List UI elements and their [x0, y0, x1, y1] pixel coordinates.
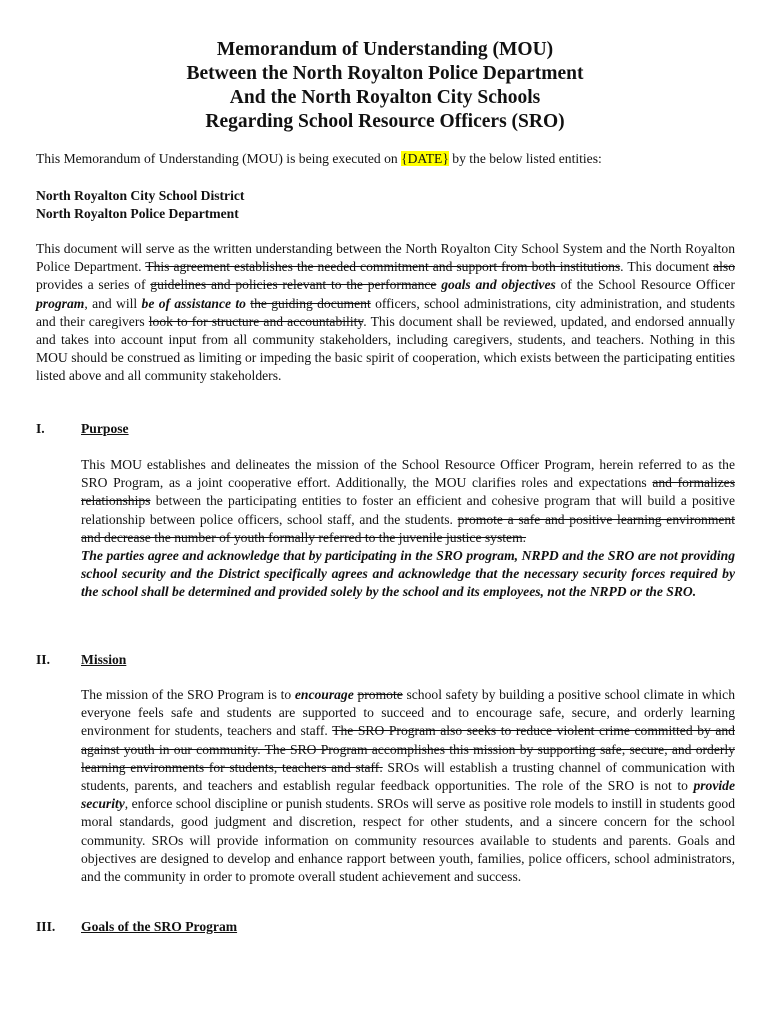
- date-placeholder: {DATE}: [401, 151, 449, 166]
- section-number: II.: [36, 652, 50, 667]
- purpose-disclaimer: The parties agree and acknowledge that by participating in the SRO program, NRPD and the SRO are not providing school security and the District specifically agrees and acknowledge that the necessary security forces required by the school shall be determined and provided solely by the school and its employees, not the NRPD or the SRO.: [81, 548, 735, 600]
- section-title: Goals of the SRO Program: [81, 919, 238, 934]
- title-line-4: Regarding School Resource Officers (SRO): [205, 111, 565, 132]
- mission-paragraph: The mission of the SRO Program is to encourage promote school safety by building a positive school climate in which everyone feels safe and students are supported to succeed and to encourage safe, secure, and orderly learning environment for students, teachers and staff. The SRO Program also seeks to reduce violent crime committed by and against youth in our community. The SRO Program accomplishes this mission by supporting safe, secure, and orderly learning environments for students, teachers and staff. SROs will establish a trusting channel of communication with students, parents, and teachers and establish regular feedback opportunities. The role of the SRO is not to provide security, enforce school discipline or punish students. SROs will serve as positive role models to instill in students good moral standards, good judgment and discretion, respect for other students, and a sincere concern for the school community. SROs will provide information on community resources available to students and parents. Goals and objectives are designed to develop and enhance rapport between youth, families, police officers, school administrators, and the community in order to promote overall student achievement and success.: [81, 687, 735, 885]
- entity-list: [36, 187, 736, 223]
- entity-police-department: North Royalton Police Department: [36, 206, 239, 222]
- intro-paragraph: This Memorandum of Understanding (MOU) is being executed on {DATE} by the below listed entities:: [36, 151, 602, 166]
- section-title: Purpose: [81, 421, 129, 436]
- title-line-1: Memorandum of Understanding (MOU): [216, 39, 554, 60]
- overview-paragraph: This document will serve as the written understanding between the North Royalton City School System and the North Royalton Police Department. This agreement establishes the needed commitment and support from both institutions. This document also provides a series of guidelines and policies relevant to the performance goals and objectives of the School Resource Officer program, and will be of assistance to the guiding document officers, school administrations, city administration, and students and their caregivers look to for structure and accountability. This document shall be reviewed, updated, and endorsed annually and takes into account input from all community stakeholders, including caregivers, students, and teachers. Nothing in this MOU should be construed as limiting or impeding the basic spirit of cooperation, which exists between the participating entities listed above and all community stakeholders.: [36, 241, 735, 384]
- section-title: Mission: [81, 652, 127, 667]
- document-title: [0, 38, 770, 134]
- purpose-paragraph: This MOU establishes and delineates the mission of the School Resource Officer Program, herein referred to as the SRO Program, as a joint cooperative effort. Additionally, the MOU clarifies roles and expectations and formalizes relationships between the participating entities to foster an efficient and cohesive program that will build a positive relationship between police officers, school staff, and the students. promote a safe and positive learning environment and decrease the number of youth formally referred to the juvenile justice system. The parties agree and acknowledge that by participating in the SRO program, NRPD and the SRO are not providing school security and the District specifically agrees and acknowledge that the necessary security forces required by the school shall be determined and provided solely by the school and its employees, not the NRPD or the SRO.: [81, 457, 736, 600]
- title-line-3: And the North Royalton City Schools: [229, 87, 541, 108]
- section-number: III.: [36, 919, 56, 934]
- entity-school-district: North Royalton City School District: [36, 188, 245, 203]
- section-number: I.: [36, 421, 45, 436]
- title-line-2: Between the North Royalton Police Department: [186, 63, 584, 84]
